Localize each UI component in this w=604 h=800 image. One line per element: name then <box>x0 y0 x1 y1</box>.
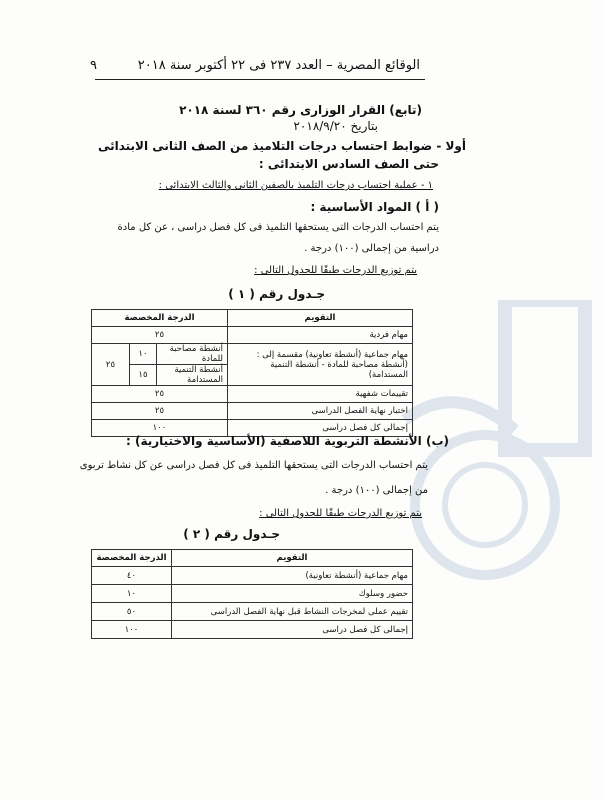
table-row <box>92 327 413 344</box>
distribution-note-a: يتم توزيع الدرجات طبقًا للجدول التالى : <box>254 265 417 276</box>
table1-cell-grade: ٢٥ <box>92 386 228 403</box>
table-row <box>92 403 413 420</box>
section-b-heading: (ب) الأنشطة التربوية اللاصفية (الأساسية والاختيارية) : <box>125 434 449 448</box>
table2-cell-label: حضور وسلوك <box>172 585 413 603</box>
table2-cell-grade: ١٠ <box>92 585 172 603</box>
table1-group-line1: مهام جماعية (أنشطة تعاونية) مقسمة إلى : <box>256 349 408 360</box>
table-row <box>92 621 413 639</box>
table2-cell-grade: ٤٠ <box>92 567 172 585</box>
table2-col-assessment: التقويم <box>172 550 413 567</box>
table2-cell-label: تقييم عملى لمخرجات النشاط قبل نهاية الفصل الدراسى <box>172 603 413 621</box>
decree-date: بتاريخ ٢٠١٨/٩/٢٠ <box>293 119 378 133</box>
table2-col-grade: الدرجة المخصصة <box>92 550 172 567</box>
watermark-stamp <box>395 300 595 610</box>
item-one: ١ - عملية احتساب درجات التلميذ بالصفين الثانى والثالث الابتدائى : <box>158 180 433 191</box>
table2 <box>91 549 413 639</box>
table-row <box>92 386 413 403</box>
table1-subrow-grade: ١٥ <box>130 365 157 386</box>
table2-cell-label: مهام جماعية (أنشطة تعاونية) <box>172 567 413 585</box>
subsection-a-heading: ( أ ) المواد الأساسية : <box>310 200 439 214</box>
table1-subrow-grade: ١٠ <box>130 344 157 365</box>
decree-title: (تابع) القرار الوزارى رقم ٣٦٠ لسنة ٢٠١٨ <box>179 103 422 117</box>
table1-subrow-label: أنشطة التنمية المستدامة <box>157 365 228 386</box>
paragraph-a-line2: دراسية من إجمالى (١٠٠) درجة . <box>304 243 439 254</box>
table1 <box>91 309 413 437</box>
distribution-note-b: يتم توزيع الدرجات طبقًا للجدول التالى : <box>259 508 422 519</box>
table-row <box>92 344 413 365</box>
section-one-heading-cont: حتى الصف السادس الابتدائى : <box>258 157 439 171</box>
table1-cell-label: إجمالى كل فصل دراسى <box>228 420 413 437</box>
table2-cell-grade: ٥٠ <box>92 603 172 621</box>
table1-col-assessment: التقويم <box>228 310 413 327</box>
paragraph-b-line2: من إجمالى (١٠٠) درجة . <box>325 485 428 496</box>
table1-cell-label: مهام فردية <box>228 327 413 344</box>
table2-cell-grade: ١٠٠ <box>92 621 172 639</box>
table2-caption: جـدول رقم ( ٢ ) <box>183 527 280 541</box>
table1-cell-label: اختبار نهاية الفصل الدراسى <box>228 403 413 420</box>
table1-cell-label: تقييمات شفهية <box>228 386 413 403</box>
page-number: ٩ <box>90 58 97 73</box>
table1-subrow-label: أنشطة مصاحبة للمادة <box>157 344 228 365</box>
section-one-heading: أولا - ضوابط احتساب درجات التلاميذ من الصف الثانى الابتدائى <box>97 139 466 153</box>
table1-cell-grade: ٢٥ <box>92 327 228 344</box>
table-row <box>92 603 413 621</box>
paragraph-b-line1: يتم احتساب الدرجات التى يستحقها التلميذ فى كل فصل دراسى عن كل نشاط تربوى <box>79 460 428 471</box>
table1-cell-label <box>228 344 413 386</box>
table1-group-total: ٢٥ <box>92 344 130 386</box>
table-row <box>92 310 413 327</box>
header-rule <box>95 79 425 80</box>
table2-cell-label: إجمالى كل فصل دراسى <box>172 621 413 639</box>
table1-cell-grade: ٢٥ <box>92 403 228 420</box>
table1-group-line2: (أنشطة مصاحبة للمادة - أنشطة التنمية المستدامة) <box>270 359 408 380</box>
table1-cell-grade: ١٠٠ <box>92 420 228 437</box>
table1-caption: جـدول رقم ( ١ ) <box>228 287 325 301</box>
table-row <box>92 585 413 603</box>
running-title: الوقائع المصرية – العدد ٢٣٧ فى ٢٢ أكتوبر سنة ٢٠١٨ <box>137 58 420 73</box>
table1-col-grade: الدرجة المخصصة <box>92 310 228 327</box>
table-row <box>92 550 413 567</box>
table-row <box>92 567 413 585</box>
paragraph-a-line1: يتم احتساب الدرجات التى يستحقها التلميذ فى كل فصل دراسى ، عن كل مادة <box>117 222 439 233</box>
